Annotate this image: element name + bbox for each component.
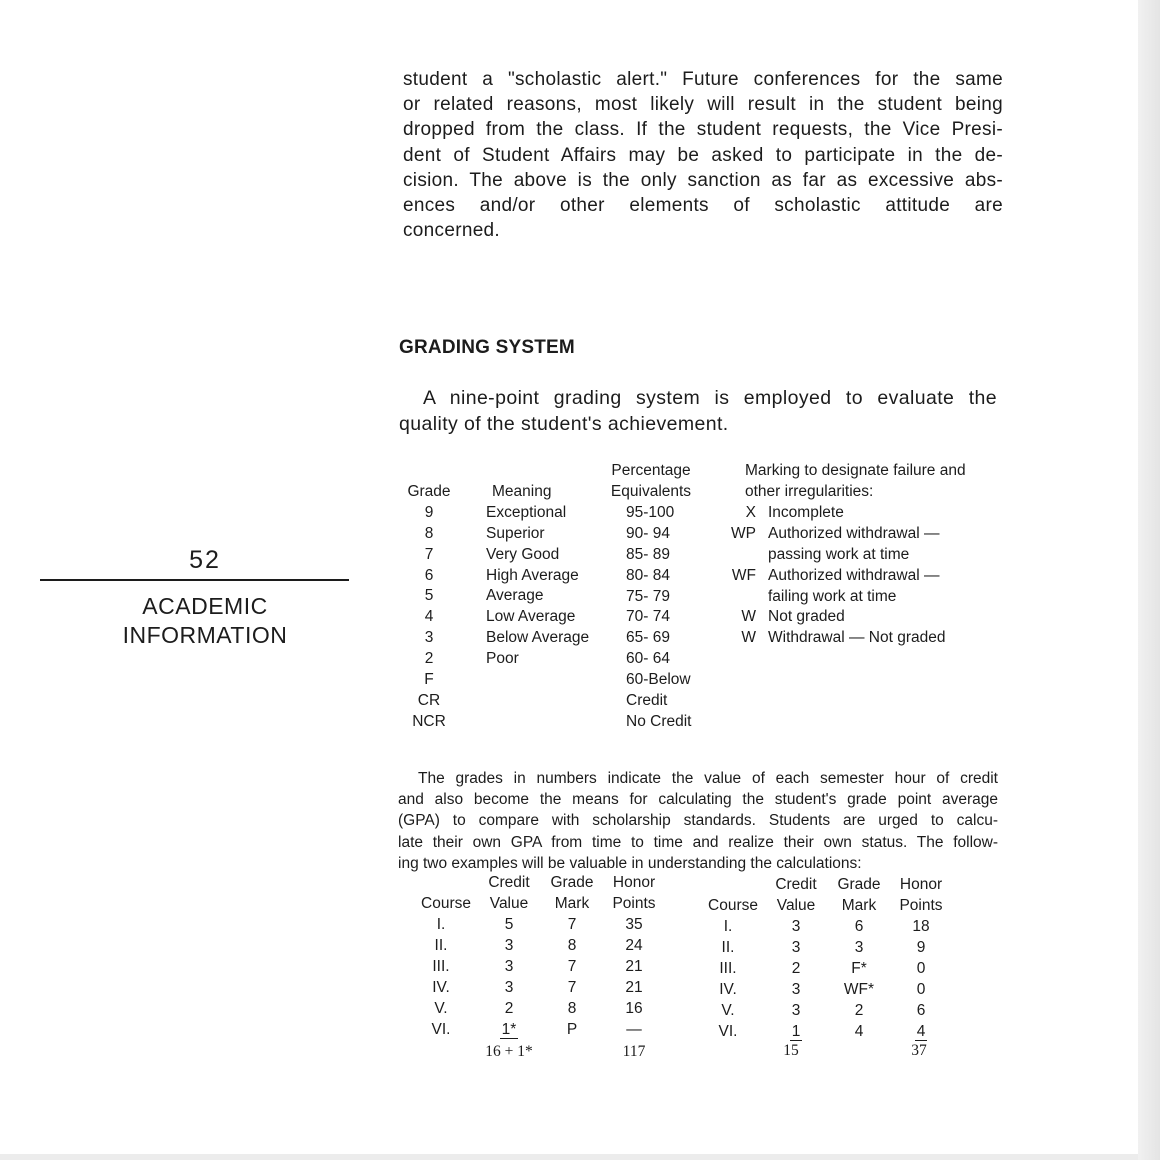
percentage-cell: Credit: [626, 692, 668, 710]
header-value: Value: [776, 897, 816, 914]
meaning-cell: Below Average: [486, 629, 590, 647]
grade-cell: 2: [424, 650, 434, 668]
percentage-cell: 70- 74: [626, 608, 670, 626]
paragraph-line: dent of Student Affairs may be asked to participate in the de-: [403, 144, 1003, 166]
honor-points-total: 37: [911, 1042, 927, 1059]
meaning-cell: Very Good: [486, 545, 560, 563]
credit-total: 15: [783, 1042, 799, 1059]
marking-code: WP: [731, 524, 756, 542]
paragraph-line: and also become the means for calculating the student's grade point average: [398, 791, 998, 809]
credit-cell: 3: [504, 958, 514, 975]
percentage-header-line-1: Percentage: [611, 462, 691, 479]
percentage-cell: 90- 94: [626, 524, 670, 542]
grading-heading: GRADING SYSTEM: [399, 337, 575, 358]
grade-cell: 5: [424, 587, 434, 605]
credit-cell-value: 1: [791, 1023, 801, 1040]
honor-points-cell: 6: [916, 1002, 926, 1019]
grading-intro: [399, 386, 997, 437]
marking-header: [745, 461, 966, 503]
course-cell: I.: [723, 918, 733, 935]
marking-description: Withdrawal — Not graded: [768, 629, 946, 647]
paragraph-line: late their own GPA from time to time and realize their own status. The follow-: [398, 833, 998, 851]
header-points: Points: [612, 895, 656, 912]
paragraph-line: The grades in numbers indicate the value of each semester hour of credit: [418, 770, 998, 787]
marking-code: [722, 587, 756, 608]
marking-description: Authorized withdrawal —: [768, 524, 940, 542]
honor-points-cell: 0: [916, 960, 926, 977]
marking-code: W: [741, 608, 756, 626]
credit-cell: 3: [504, 979, 514, 996]
marking-description: Not graded: [768, 608, 845, 626]
honor-points-cell: 21: [625, 958, 643, 975]
page-edge-shadow: [1138, 0, 1160, 1160]
header-credit: Credit: [488, 874, 530, 891]
grade-mark-cell: 7: [567, 958, 577, 975]
course-cell: IV.: [719, 981, 737, 998]
honor-points-cell: —: [626, 1021, 642, 1038]
section-title-line-1: ACADEMIC: [142, 593, 268, 619]
header-credit: Credit: [775, 876, 817, 893]
grade-mark-cell: 8: [567, 937, 577, 954]
grade-cell: CR: [417, 691, 441, 709]
grade-cell: 8: [424, 524, 434, 542]
grade-mark-cell: 8: [567, 1000, 577, 1017]
credit-cell: 3: [791, 981, 801, 998]
marking-code: WF: [731, 566, 756, 584]
honor-points-cell: 24: [625, 937, 643, 954]
header-value: Value: [489, 895, 529, 912]
paragraph-line: concerned.: [403, 220, 501, 242]
marking-code-column: [722, 503, 756, 649]
percentage-cell: No Credit: [626, 712, 692, 730]
marking-description-column: [768, 503, 945, 649]
grade-column: [398, 482, 460, 733]
grade-cell: 4: [424, 608, 434, 626]
page-bottom-edge: [0, 1154, 1138, 1160]
meaning-cell: Exceptional: [486, 503, 567, 521]
marking-description: failing work at time: [768, 587, 897, 605]
grade-mark-cell: 4: [854, 1023, 864, 1040]
course-cell: IV.: [432, 979, 450, 996]
grade-mark-cell: 3: [854, 939, 864, 956]
header-course: Course: [421, 895, 471, 912]
meaning-cell: High Average: [486, 566, 579, 584]
credit-cell: 3: [791, 1002, 801, 1019]
grade-mark-cell: 2: [854, 1002, 864, 1019]
header-honor: Honor: [899, 876, 943, 893]
marking-description: Incomplete: [768, 504, 844, 521]
credit-cell: 3: [791, 918, 801, 935]
grade-cell: 9: [424, 503, 434, 521]
course-cell: V.: [721, 1002, 735, 1019]
course-cell: II.: [721, 939, 735, 956]
honor-points-cell: 9: [916, 939, 926, 956]
credit-cell: 2: [504, 1000, 514, 1017]
page-number: 52: [189, 546, 221, 574]
credit-cell: 2: [791, 960, 801, 977]
grade-mark-cell: WF*: [843, 981, 875, 998]
percentage-cell: 75- 79: [626, 587, 670, 605]
grade-mark-cell: 7: [567, 979, 577, 996]
paragraph-line: dropped from the class. If the student requests, the Vice Presi-: [403, 119, 1003, 141]
header-course: Course: [708, 897, 758, 914]
header-mark: Mark: [554, 895, 590, 912]
honor-points-cell: 16: [625, 1000, 643, 1017]
course-cell: V.: [434, 1000, 448, 1017]
honor-points-cell: 0: [916, 981, 926, 998]
percentage-header-line-2: Equivalents: [610, 482, 692, 500]
credit-cell: 3: [504, 937, 514, 954]
grade-cell: 7: [424, 545, 434, 563]
percentage-header: [600, 461, 702, 503]
grade-mark-cell: P: [566, 1021, 578, 1038]
section-title-line-2: INFORMATION: [122, 622, 288, 648]
marking-code: [722, 545, 756, 566]
marking-code: X: [745, 504, 756, 521]
meaning-column: [486, 482, 589, 670]
paragraph-line: (GPA) to compare with scholarship standards. Students are urged to calcu-: [398, 812, 998, 830]
course-cell: III.: [719, 960, 737, 977]
credit-cell: [474, 1021, 544, 1039]
grade-cell: 3: [424, 629, 434, 647]
paragraph-line: ing two examples will be valuable in understanding the calculations:: [398, 854, 862, 872]
paragraph-line: ences and/or other elements of scholastic attitude are: [403, 195, 1003, 217]
header-honor: Honor: [612, 874, 656, 891]
header-mark: Mark: [841, 897, 877, 914]
credit-cell: 3: [791, 939, 801, 956]
header-points: Points: [899, 897, 943, 914]
header-grade: Grade: [550, 874, 594, 891]
meaning-cell: Poor: [486, 650, 519, 668]
marking-description: Authorized withdrawal —: [768, 566, 940, 584]
credit-cell: [761, 1023, 831, 1041]
honor-points-total: 117: [622, 1043, 646, 1060]
marking-code: W: [741, 629, 756, 647]
header-grade: Grade: [837, 876, 881, 893]
percentage-cell: 95-100: [626, 504, 675, 521]
course-cell: I.: [436, 916, 446, 933]
calculation-paragraph: [398, 768, 998, 874]
honor-points-cell: 21: [625, 979, 643, 996]
meaning-header: Meaning: [492, 483, 552, 500]
percentage-cell: 80- 84: [626, 566, 670, 584]
honor-points-cell-value: 4: [916, 1023, 926, 1040]
credit-cell: 5: [504, 916, 514, 933]
percentage-cell: 85- 89: [626, 545, 670, 563]
grade-cell: 6: [424, 566, 434, 584]
grade-mark-cell: 7: [567, 916, 577, 933]
marking-header-line-2: other irregularities:: [745, 482, 874, 500]
paragraph-line: student a "scholastic alert." Future conferences for the same: [403, 69, 1003, 90]
meaning-cell: Low Average: [486, 608, 576, 626]
percentage-column: [626, 503, 691, 733]
meaning-cell: Superior: [486, 524, 545, 542]
meaning-cell: Average: [486, 587, 544, 605]
paragraph-line: or related reasons, most likely will result in the student being: [403, 94, 1003, 116]
course-cell: III.: [432, 958, 450, 975]
percentage-cell: 60- 64: [626, 650, 670, 668]
grade-mark-cell: 6: [854, 918, 864, 935]
sidebar-divider: [40, 579, 349, 581]
grade-mark-cell: F*: [851, 960, 867, 977]
paragraph-line: A nine-point grading system is employed to evaluate the: [423, 387, 997, 409]
credit-cell-value: 1*: [501, 1021, 517, 1038]
grade-cell: F: [424, 671, 434, 689]
course-cell: VI.: [431, 1021, 451, 1038]
honor-points-cell: 35: [625, 916, 643, 933]
honor-points-cell: 18: [912, 918, 930, 935]
percentage-cell: 65- 69: [626, 629, 670, 647]
honor-points-cell: [886, 1023, 956, 1041]
intro-paragraph: [403, 67, 1003, 243]
marking-description: passing work at time: [768, 545, 910, 563]
grade-header: Grade: [407, 483, 451, 500]
percentage-cell: 60-Below: [626, 671, 691, 689]
course-cell: II.: [434, 937, 448, 954]
grade-cell: NCR: [412, 712, 446, 730]
section-title: [60, 592, 350, 650]
paragraph-line: cision. The above is the only sanction as far as excessive abs-: [403, 169, 1003, 191]
credit-total: 16 + 1*: [485, 1043, 533, 1060]
course-cell: VI.: [718, 1023, 738, 1040]
paragraph-line: quality of the student's achievement.: [399, 412, 729, 435]
marking-header-line-1: Marking to designate failure and: [745, 462, 966, 479]
